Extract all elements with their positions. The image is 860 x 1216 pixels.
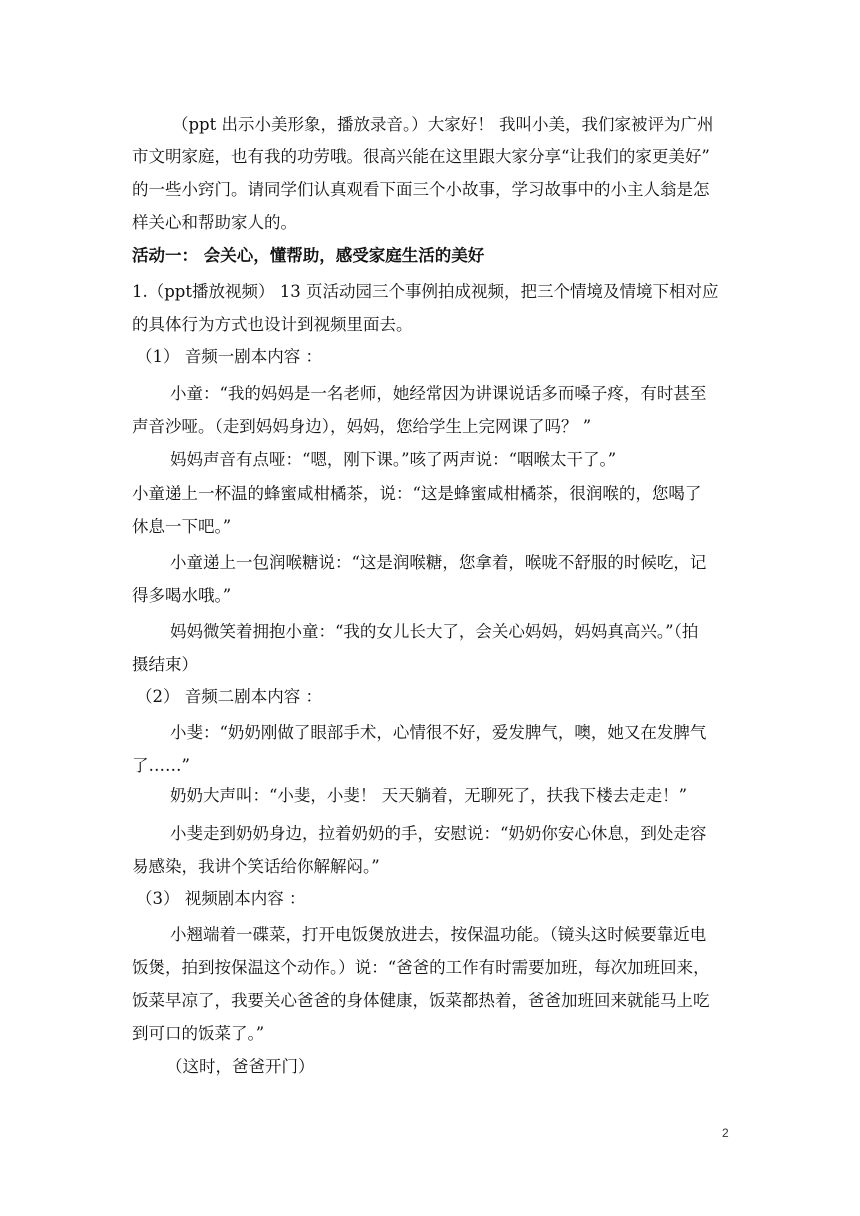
script1-heading: （1） 音频一剧本内容 ： bbox=[136, 347, 322, 366]
script3-p1-line-3: 饭菜早凉了，我要关心爸爸的身体健康，饭菜都热着，爸爸加班回来就能马上吃 bbox=[132, 991, 710, 1010]
script2-p1-line-2: 了……” bbox=[132, 756, 190, 775]
script2-p3-line-1: 小斐走到奶奶身边，拉着奶奶的手，安慰说：“奶奶你安心休息，到处走容 bbox=[170, 824, 707, 843]
script3-p1-line-2: 饭煲，拍到按保温这个动作。）说：“爸爸的工作有时需要加班，每次加班回来， bbox=[132, 958, 710, 977]
script2-p3-line-2: 易感染，我讲个笑话给你解解闷。” bbox=[132, 857, 380, 876]
page-number: 2 bbox=[722, 1126, 729, 1140]
script3-p1-line-4: 到可口的饭菜了。” bbox=[132, 1024, 265, 1043]
activity-heading: 活动一： 会关心，懂帮助，感受家庭生活的美好 bbox=[132, 246, 485, 265]
script1-p5-line-1: 妈妈微笑着拥抱小童：“我的女儿长大了，会关心妈妈，妈妈真高兴。”（拍 bbox=[170, 622, 699, 641]
script3-p1-line-1: 小翘端着一碟菜，打开电饭煲放进去，按保温功能。（镜头这时候要靠近电 bbox=[170, 925, 707, 944]
script1-p3-line-2: 休息一下吧。” bbox=[132, 517, 232, 536]
script1-p5-line-2: 摄结束） bbox=[132, 655, 198, 674]
script1-p3-line-1: 小童递上一杯温的蜂蜜咸柑橘茶，说：“这是蜂蜜咸柑橘茶，很润喉的，您喝了 bbox=[132, 484, 702, 503]
script3-p2: （这时，爸爸开门） bbox=[166, 1057, 315, 1076]
script1-p2: 妈妈声音有点哑：“嗯，刚下课。”咳了两声说：“咽喉太干了。” bbox=[170, 450, 617, 469]
script1-p4-line-1: 小童递上一包润喉糖说：“这是润喉糖，您拿着，喉咙不舒服的时候吃，记 bbox=[170, 553, 707, 572]
activity-item1-line-1: 1.（ppt播放视频） 13 页活动园三个事例拍成视频，把三个情境及情境下相对应 bbox=[132, 282, 719, 301]
activity-item1-line-2: 的具体行为方式也设计到视频里面去。 bbox=[132, 315, 413, 334]
script2-heading: （2） 音频二剧本内容 ： bbox=[136, 687, 322, 706]
intro-line-3: 的一些小窍门。请同学们认真观看下面三个小故事，学习故事中的小主人翁是怎 bbox=[132, 180, 710, 199]
script2-p1-line-1: 小斐：“奶奶刚做了眼部手术，心情很不好，爱发脾气，噢，她又在发脾气 bbox=[170, 723, 707, 742]
script1-p1-line-2: 声音沙哑。（走到妈妈身边），妈妈，您给学生上完网课了吗？ ” bbox=[132, 417, 592, 436]
intro-line-2: 市文明家庭，也有我的功劳哦。很高兴能在这里跟大家分享“让我们的家更美好” bbox=[132, 147, 710, 166]
script2-p2: 奶奶大声叫：“小斐，小斐！ 天天躺着，无聊死了，扶我下楼去走走！” bbox=[170, 786, 688, 805]
intro-line-4: 样关心和帮助家人的。 bbox=[132, 213, 297, 232]
script1-p4-line-2: 得多喝水哦。” bbox=[132, 586, 232, 605]
intro-line-1: （ppt 出示小美形象，播放录音。）大家好！ 我叫小美，我们家被评为广州 bbox=[172, 115, 714, 134]
script3-heading: （3） 视频剧本内容 ： bbox=[136, 889, 306, 908]
script1-p1-line-1: 小童：“我的妈妈是一名老师，她经常因为讲课说话多而嗓子疼，有时甚至 bbox=[170, 384, 707, 403]
